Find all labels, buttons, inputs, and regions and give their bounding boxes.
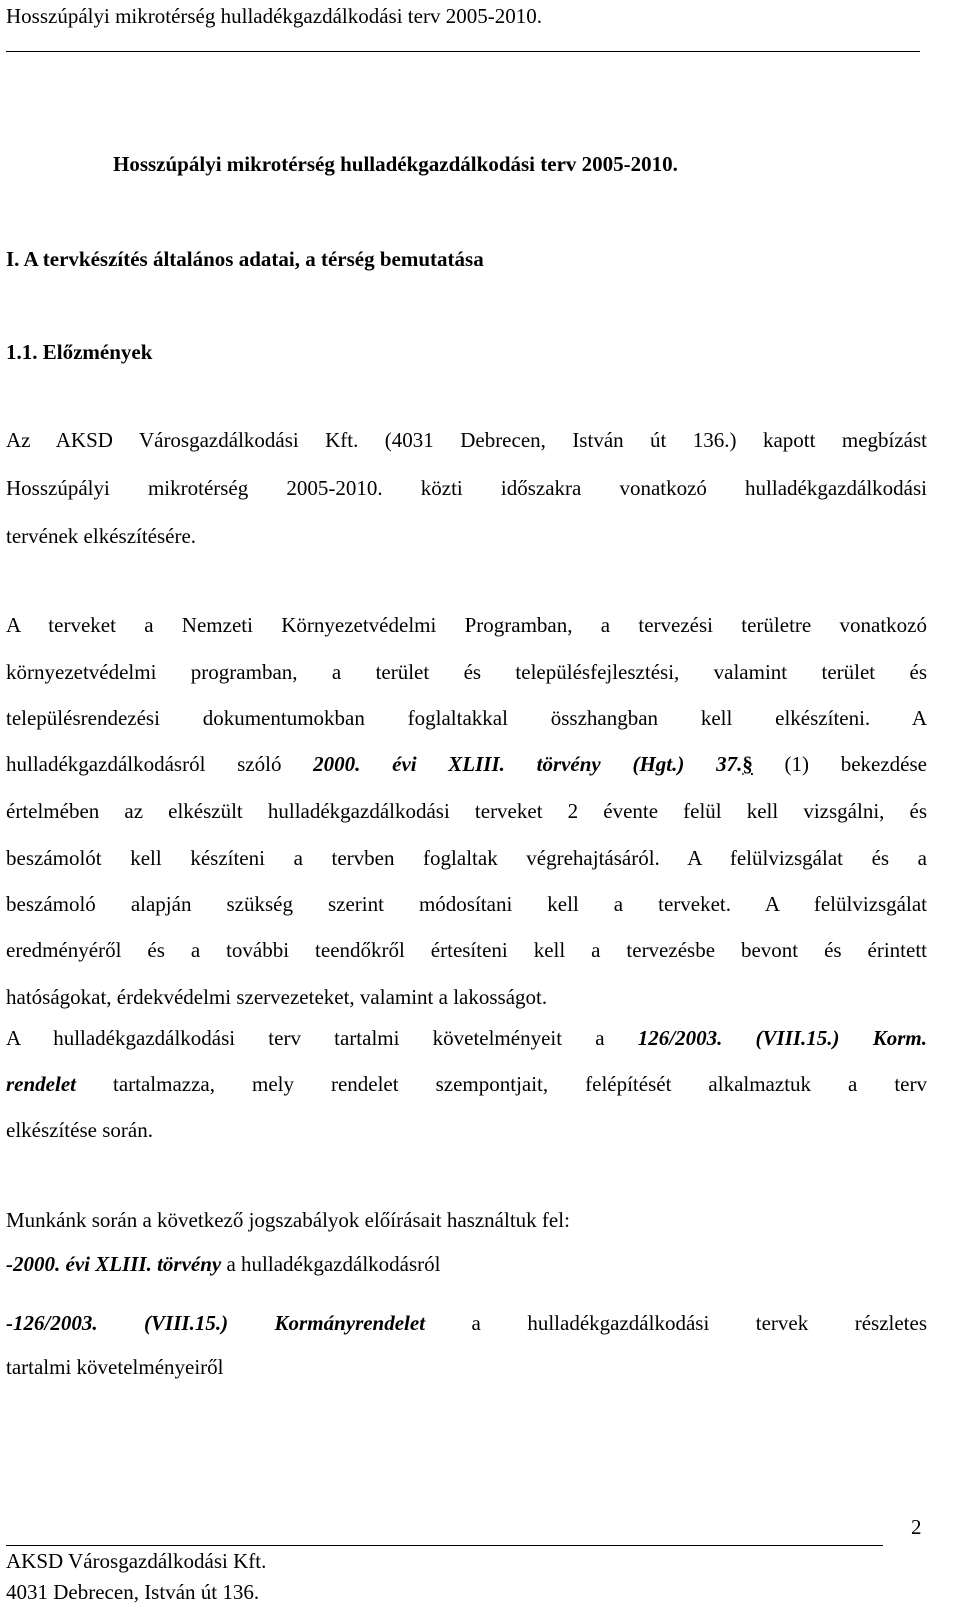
running-header: Hosszúpályi mikrotérség hulladékgazdálkodási terv 2005-2010. xyxy=(6,4,542,28)
text-run: hulladékgazdálkodásról szóló xyxy=(6,752,314,776)
document-title: Hosszúpályi mikrotérség hulladékgazdálkodási terv 2005-2010. xyxy=(113,152,678,176)
para2-line4 xyxy=(6,752,927,777)
para2-line3: településrendezési dokumentumokban foglaltakkal összhangban kell elkészíteni. A xyxy=(6,706,927,730)
text-run: (1) bekezdése xyxy=(752,752,927,776)
legislation-item-1 xyxy=(6,1252,927,1277)
decree-reference-cont: rendelet xyxy=(6,1072,76,1096)
para2-line9: hatóságokat, érdekvédelmi szervezeteket, valamint a lakosságot. xyxy=(6,985,548,1009)
text-run: tartalmazza, mely rendelet szempontjait, felépítését alkalmaztuk a terv xyxy=(75,1072,927,1096)
para2-line10 xyxy=(6,1026,927,1051)
decree-reference: -126/2003. (VIII.15.) Kormányrendelet xyxy=(6,1311,426,1335)
para2-line8: eredményéről és a további teendőkről értesíteni kell a tervezésbe bevont és érintett xyxy=(6,938,927,962)
para1-line2: Hosszúpályi mikrotérség 2005-2010. közti időszakra vonatkozó hulladékgazdálkodási xyxy=(6,476,927,500)
legislation-item-2 xyxy=(6,1311,927,1336)
para2-line6: beszámolót kell készíteni a tervben foglaltak végrehajtásáról. A felülvizsgálat és a xyxy=(6,846,927,870)
para1-line3: tervének elkészítésére. xyxy=(6,524,197,548)
footer-company: AKSD Városgazdálkodási Kft. xyxy=(6,1549,267,1573)
text-run: a hulladékgazdálkodási tervek részletes xyxy=(425,1311,928,1335)
section-heading: 1.1. Előzmények xyxy=(6,340,153,364)
footer-address: 4031 Debrecen, István út 136. xyxy=(6,1580,260,1604)
text-run: A hulladékgazdálkodási terv tartalmi követelményeit a xyxy=(6,1026,638,1050)
section-sign: § xyxy=(742,752,753,776)
para2-line5: értelmében az elkészült hulladékgazdálkodási terveket 2 évente felül kell vizsgálni, és xyxy=(6,799,927,823)
para2-line2: környezetvédelmi programban, a terület és településfejlesztési, valamint terület és xyxy=(6,660,927,684)
header-rule xyxy=(6,51,920,52)
decree-reference: 126/2003. (VIII.15.) Korm. xyxy=(637,1026,927,1050)
law-reference: 2000. évi XLIII. törvény (Hgt.) 37. xyxy=(313,752,743,776)
para1-line1: Az AKSD Városgazdálkodási Kft. (4031 Debrecen, István út 136.) kapott megbízást xyxy=(6,428,927,452)
para2-line11 xyxy=(6,1072,927,1097)
page-number: 2 xyxy=(911,1515,922,1539)
legislation-item-2-cont: tartalmi követelményeiről xyxy=(6,1355,224,1379)
para2-line1: A terveket a Nemzeti Környezetvédelmi Programban, a tervezési területre vonatkozó xyxy=(6,613,927,637)
text-run: a hulladékgazdálkodásról xyxy=(221,1252,441,1276)
para2-line7: beszámoló alapján szükség szerint módosítani kell a terveket. A felülvizsgálat xyxy=(6,892,927,916)
chapter-heading: I. A tervkészítés általános adatai, a térség bemutatása xyxy=(6,247,484,271)
law-reference: -2000. évi XLIII. törvény xyxy=(6,1252,222,1276)
legislation-intro: Munkánk során a következő jogszabályok előírásait használtuk fel: xyxy=(6,1208,570,1232)
footer-rule xyxy=(6,1545,883,1546)
para2-line12: elkészítése során. xyxy=(6,1118,153,1142)
